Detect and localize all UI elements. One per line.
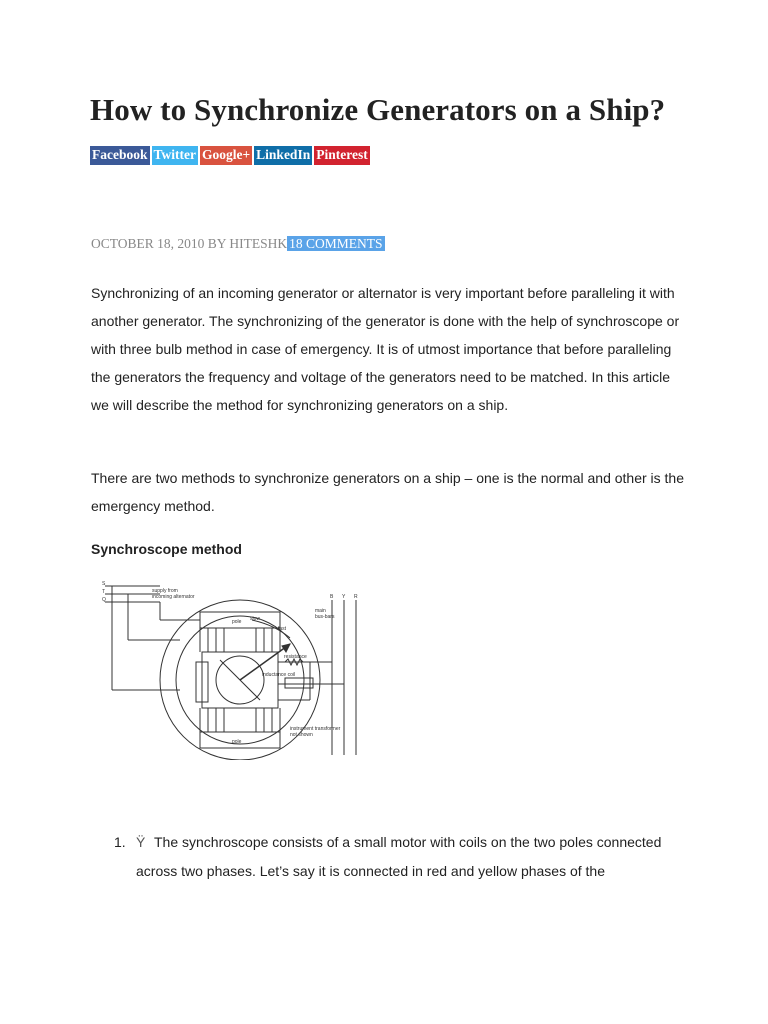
diagram-label-not-shown: not shown xyxy=(290,732,313,738)
linkedin-share-button[interactable]: LinkedIn xyxy=(254,146,312,165)
article-meta xyxy=(91,236,385,252)
twitter-share-button[interactable]: Twitter xyxy=(152,146,198,165)
list-number: 1. xyxy=(114,834,126,850)
diagram-label-slow: slow xyxy=(250,616,261,622)
diagram-label-resistance: resistance xyxy=(284,654,307,660)
methods-paragraph: There are two methods to synchronize generators on a ship – one is the normal and other is the emergency method. xyxy=(91,470,685,514)
page-title: How to Synchronize Generators on a Ship? xyxy=(90,92,666,127)
diagram-label-transformer: instrument transformer xyxy=(290,726,341,732)
synchroscope-diagram xyxy=(100,580,365,760)
diagram-label-r: R xyxy=(354,594,358,600)
diagram-label-b: B xyxy=(330,594,334,600)
section-heading: Synchroscope method xyxy=(91,541,242,557)
share-bar xyxy=(90,146,370,165)
date-author: OCTOBER 18, 2010 BY HITESHK xyxy=(91,236,288,251)
diagram-label-inductance: inductance coil xyxy=(262,672,296,678)
diagram-label-t: T xyxy=(102,589,106,595)
comments-link[interactable]: 18 COMMENTS xyxy=(289,236,383,251)
diagram-label-s: S xyxy=(102,581,106,587)
pinterest-share-button[interactable]: Pinterest xyxy=(314,146,369,165)
list-text: The synchroscope consists of a small motor with coils on the two poles connected across two phases. Let’s say it is connected in red and yellow phases of the xyxy=(136,834,662,879)
list-bullet-glyph: Ÿ xyxy=(136,834,146,850)
diagram-label-main: main xyxy=(315,608,326,614)
diagram-label-pole-bottom: pole xyxy=(232,739,242,745)
diagram-label-pole-top: pole xyxy=(232,619,242,625)
diagram-label-supply-2: incoming alternator xyxy=(152,594,195,600)
facebook-share-button[interactable]: Facebook xyxy=(90,146,150,165)
diagram-label-fast: fast xyxy=(278,626,287,632)
google-plus-share-button[interactable]: Google+ xyxy=(200,146,252,165)
diagram-label-y: Y xyxy=(342,594,346,600)
diagram-label-busbars: bus-bars xyxy=(315,614,335,620)
intro-paragraph: Synchronizing of an incoming generator or alternator is very important before paralleling it with another generator. The synchronizing of the generator is done with the help of synchroscope or with three bulb method in case of emergency. It is of utmost importance that before paralleling the generators the frequency and voltage of the generators need to be matched. In this article we will describe the method for synchronizing generators on a ship. xyxy=(91,285,680,413)
diagram-label-q: Q xyxy=(102,597,106,603)
diagram-label-supply: supply from xyxy=(152,588,178,594)
